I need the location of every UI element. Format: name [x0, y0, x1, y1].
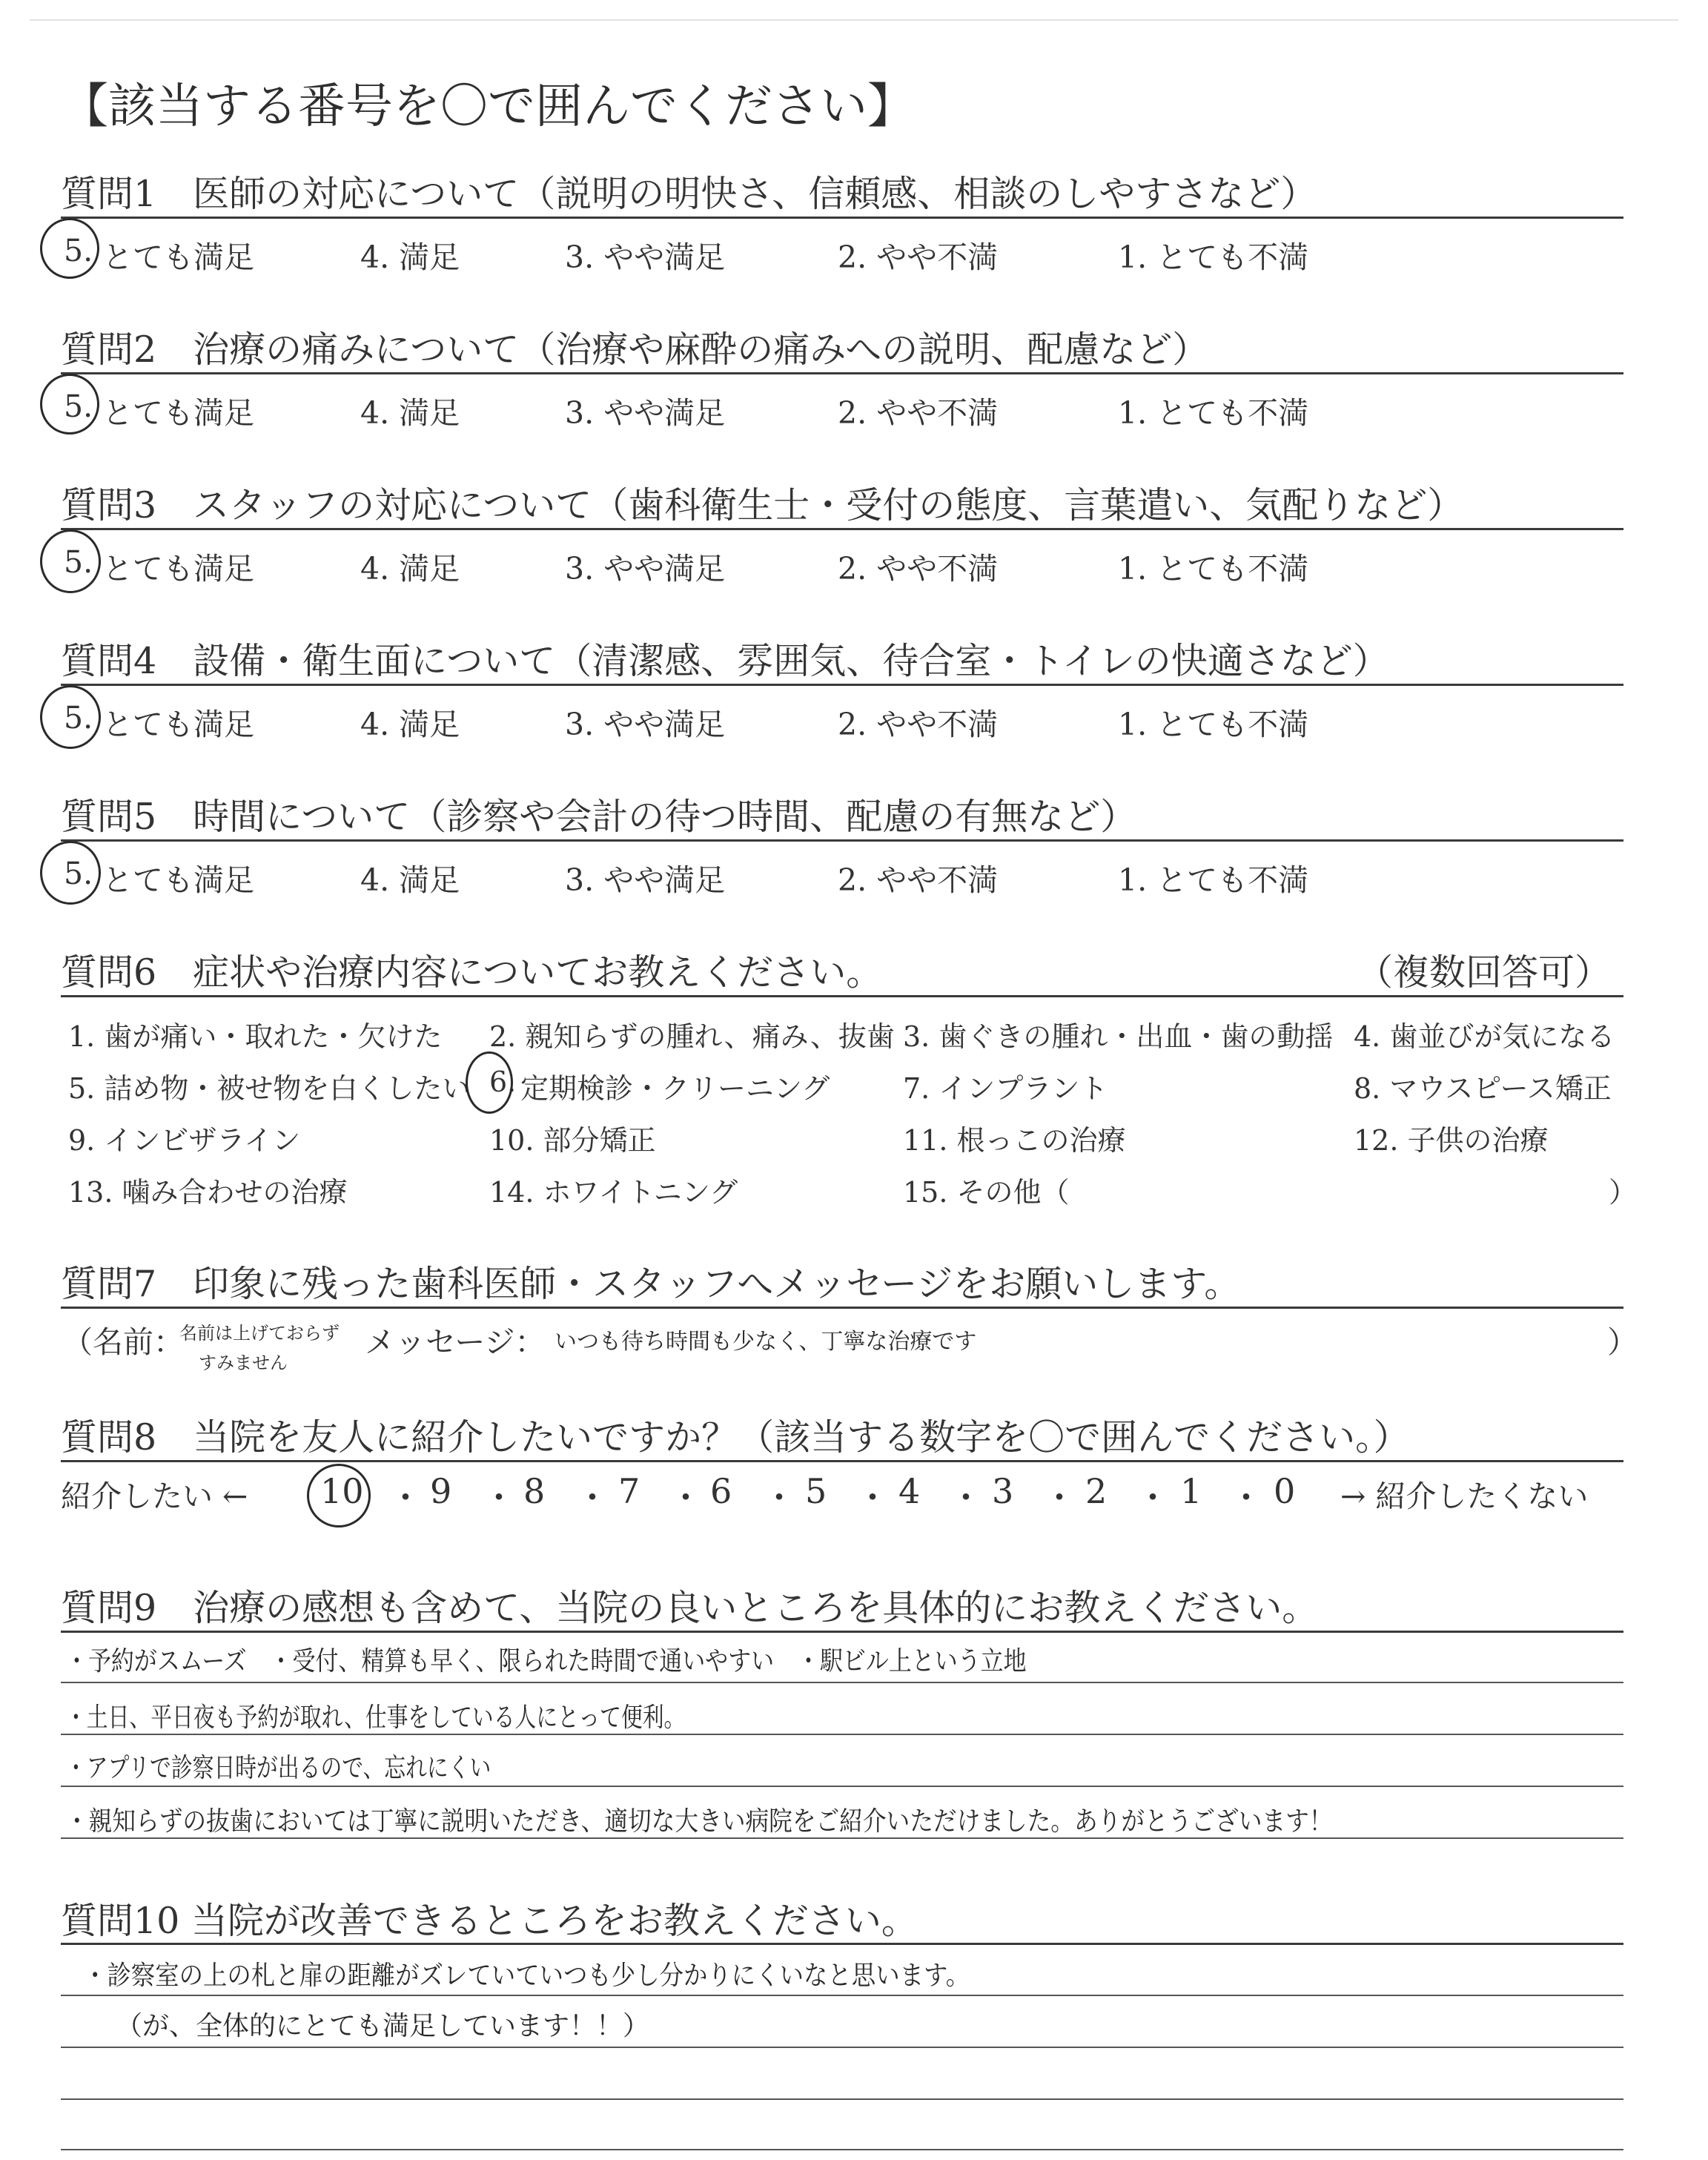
question-6-text: 質問6 症状や治療内容についてお教えください。: [61, 951, 883, 994]
q3-option-4[interactable]: 4. 満足: [360, 551, 460, 587]
q8-separator: ・: [855, 1478, 890, 1518]
q8-separator: ・: [388, 1478, 423, 1518]
q8-value-10[interactable]: 10: [320, 1471, 364, 1511]
q1-option-5-label[interactable]: とても満足: [102, 240, 254, 275]
q1-selection-circle: [40, 218, 99, 279]
q5-option-4[interactable]: 4. 満足: [360, 862, 460, 898]
q6-option-8[interactable]: 8. マウスピース矯正: [1354, 1072, 1612, 1105]
q2-option-2[interactable]: 2. やや不満: [838, 395, 999, 431]
q6-option-14[interactable]: 14. ホワイトニング: [489, 1176, 738, 1209]
q8-value-4[interactable]: 4: [898, 1471, 921, 1511]
q4-option-1[interactable]: 1. とても不満: [1118, 707, 1309, 742]
q4-option-3[interactable]: 3. やや満足: [565, 707, 726, 742]
q5-option-5-number[interactable]: 5.: [64, 856, 93, 891]
q5-option-2[interactable]: 2. やや不満: [838, 862, 999, 898]
question-1-rule: [61, 217, 1623, 219]
question-1-text: 質問1 医師の対応について（説明の明快さ、信頼感、相談のしやすさなど）: [61, 173, 1317, 215]
q8-selection-circle: [307, 1464, 371, 1527]
q1-option-3[interactable]: 3. やや満足: [565, 240, 726, 275]
q3-option-5-label[interactable]: とても満足: [102, 551, 254, 587]
q6-option-9[interactable]: 9. インビザライン: [68, 1124, 301, 1157]
q7-message-label: メッセージ：: [365, 1324, 546, 1360]
question-5-rule: [61, 839, 1623, 842]
question-4-rule: [61, 684, 1623, 686]
q10-writing-line-3: [61, 2098, 1623, 2100]
q8-right-label: → 紹介したくない: [1340, 1479, 1589, 1514]
q7-name-handwritten-line1[interactable]: 名前は上げておらず: [179, 1323, 340, 1344]
q9-handwritten-line-4[interactable]: ・親知らずの抜歯においては丁寧に説明いただき、適切な大きい病院をご紹介いただけました。ありがとうございます！: [65, 1806, 1333, 1837]
q2-option-1[interactable]: 1. とても不満: [1118, 395, 1309, 431]
top-edge-line: [30, 19, 1678, 21]
q5-option-5-label[interactable]: とても満足: [102, 862, 254, 898]
q6-option-6-label[interactable]: 定期検診・クリーニング: [520, 1072, 830, 1105]
q10-handwritten-line-2[interactable]: （が、全体的にとても満足しています！！）: [116, 2011, 650, 2041]
q8-separator: ・: [575, 1478, 609, 1518]
q8-value-9[interactable]: 9: [430, 1471, 452, 1511]
q8-value-3[interactable]: 3: [992, 1471, 1014, 1511]
q1-option-2[interactable]: 2. やや不満: [838, 240, 999, 275]
q6-option-13[interactable]: 13. 噛み合わせの治療: [68, 1176, 348, 1209]
q6-option-1[interactable]: 1. 歯が痛い・取れた・欠けた: [68, 1020, 443, 1053]
q8-separator: ・: [1042, 1478, 1076, 1518]
question-7-rule: [61, 1307, 1623, 1309]
q8-value-7[interactable]: 7: [618, 1471, 640, 1511]
q2-option-3[interactable]: 3. やや満足: [565, 395, 726, 431]
form-instruction: 【該当する番号を〇で囲んでください】: [61, 79, 915, 134]
q7-name-handwritten-line2[interactable]: すみません: [199, 1353, 288, 1373]
question-9-text: 質問9 治療の感想も含めて、当院の良いところを具体的にお教えください。: [61, 1587, 1319, 1629]
q8-separator: ・: [482, 1478, 516, 1518]
question-4-text: 質問4 設備・衛生面について（清潔感、雰囲気、待合室・トイレの快適さなど）: [61, 640, 1389, 682]
q3-option-1[interactable]: 1. とても不満: [1118, 551, 1309, 587]
q3-selection-circle: [40, 529, 101, 593]
q6-option-3[interactable]: 3. 歯ぐきの腫れ・出血・歯の動揺: [903, 1020, 1334, 1053]
q2-option-5-number[interactable]: 5.: [64, 389, 93, 424]
question-10-rule: [61, 1943, 1623, 1945]
q4-option-5-label[interactable]: とても満足: [102, 707, 254, 742]
q8-value-5[interactable]: 5: [805, 1471, 827, 1511]
q9-handwritten-line-3[interactable]: ・アプリで診察日時が出るので、忘れにくい: [65, 1753, 491, 1783]
q1-option-4[interactable]: 4. 満足: [360, 240, 460, 275]
q6-selection-circle: [466, 1051, 513, 1114]
q8-separator: ・: [949, 1478, 983, 1518]
q5-option-3[interactable]: 3. やや満足: [565, 862, 726, 898]
question-2-rule: [61, 372, 1623, 374]
q6-option-12[interactable]: 12. 子供の治療: [1354, 1124, 1549, 1157]
q8-value-1[interactable]: 1: [1180, 1471, 1202, 1511]
q8-separator: ・: [1229, 1478, 1263, 1518]
q3-option-2[interactable]: 2. やや不満: [838, 551, 999, 587]
q8-value-6[interactable]: 6: [710, 1471, 732, 1511]
question-3-text: 質問3 スタッフの対応について（歯科衛生士・受付の態度、言葉遣い、気配りなど）: [61, 484, 1464, 526]
q2-option-5-label[interactable]: とても満足: [102, 395, 254, 431]
q6-option-5[interactable]: 5. 詰め物・被せ物を白くしたい: [68, 1072, 471, 1105]
question-3-rule: [61, 528, 1623, 530]
question-5-text: 質問5 時間について（診察や会計の待つ時間、配慮の有無など）: [61, 796, 1137, 838]
q10-writing-line-1: [61, 1995, 1623, 1996]
q4-option-5-number[interactable]: 5.: [64, 700, 93, 736]
q7-name-label: （名前：: [62, 1324, 184, 1360]
q2-option-4[interactable]: 4. 満足: [360, 395, 460, 431]
q9-handwritten-line-2[interactable]: ・土日、平日夜も予約が取れ、仕事をしている人にとって便利。: [65, 1702, 686, 1733]
q8-separator: ・: [669, 1478, 703, 1518]
q9-writing-line-1: [61, 1682, 1623, 1683]
q10-writing-line-2: [61, 2047, 1623, 2048]
q9-writing-line-4: [61, 1837, 1623, 1839]
q10-handwritten-line-1[interactable]: ・診察室の上の札と扉の距離がズレていていつも少し分かりにくいなと思います。: [83, 1961, 970, 1991]
q7-message-handwritten[interactable]: いつも待ち時間も少なく、丁寧な治療です: [555, 1329, 977, 1355]
q2-selection-circle: [40, 374, 99, 435]
q5-selection-circle: [40, 841, 101, 905]
question-7-text: 質問7 印象に残った歯科医師・スタッフへメッセージをお願いします。: [61, 1263, 1241, 1305]
q8-value-8[interactable]: 8: [523, 1471, 546, 1511]
question-9-rule: [61, 1631, 1623, 1633]
q6-option-4[interactable]: 4. 歯並びが気になる: [1354, 1020, 1615, 1053]
q8-separator: ・: [1136, 1478, 1170, 1518]
q4-option-4[interactable]: 4. 満足: [360, 707, 460, 742]
question-6-note: （複数回答可）: [1357, 951, 1612, 994]
question-6-rule: [61, 995, 1623, 997]
question-10-text: 質問10 当院が改善できるところをお教えください。: [61, 1900, 918, 1942]
q9-writing-line-3: [61, 1786, 1623, 1787]
question-8-rule: [61, 1460, 1623, 1462]
q3-option-5-number[interactable]: 5.: [64, 544, 93, 580]
q8-separator: ・: [762, 1478, 796, 1518]
question-8-text: 質問8 当院を友人に紹介したいですか？（該当する数字を〇で囲んでください。）: [61, 1416, 1410, 1459]
q1-option-5-number[interactable]: 5.: [64, 233, 93, 268]
q9-handwritten-line-1[interactable]: ・予約がスムーズ ・受付、精算も早く、限られた時間で通いやすい ・駅ビル上という立地: [65, 1646, 1027, 1677]
q7-close-paren: ）: [1607, 1324, 1638, 1360]
q9-writing-line-2: [61, 1734, 1623, 1735]
q6-option-6-number[interactable]: 6.: [489, 1066, 517, 1098]
q6-option-11[interactable]: 11. 根っこの治療: [903, 1124, 1126, 1157]
q6-option-10[interactable]: 10. 部分矯正: [489, 1124, 656, 1157]
q4-selection-circle: [40, 685, 101, 749]
q6-option-15[interactable]: 15. その他（: [903, 1176, 1070, 1209]
q6-option-2[interactable]: 2. 親知らずの腫れ、痛み、抜歯: [489, 1020, 895, 1053]
q4-option-2[interactable]: 2. やや不満: [838, 707, 999, 742]
question-2-text: 質問2 治療の痛みについて（治療や麻酔の痛みへの説明、配慮など）: [61, 328, 1209, 371]
q3-option-3[interactable]: 3. やや満足: [565, 551, 726, 587]
q8-value-2[interactable]: 2: [1085, 1471, 1108, 1511]
q6-option-7[interactable]: 7. インプラント: [903, 1072, 1108, 1105]
q10-writing-line-4: [61, 2149, 1623, 2150]
q1-option-1[interactable]: 1. とても不満: [1118, 240, 1309, 275]
q8-left-label: 紹介したい ←: [61, 1479, 248, 1514]
q8-value-0[interactable]: 0: [1274, 1471, 1296, 1511]
q6-option-15-close-paren: ）: [1609, 1176, 1638, 1209]
q5-option-1[interactable]: 1. とても不満: [1118, 862, 1309, 898]
